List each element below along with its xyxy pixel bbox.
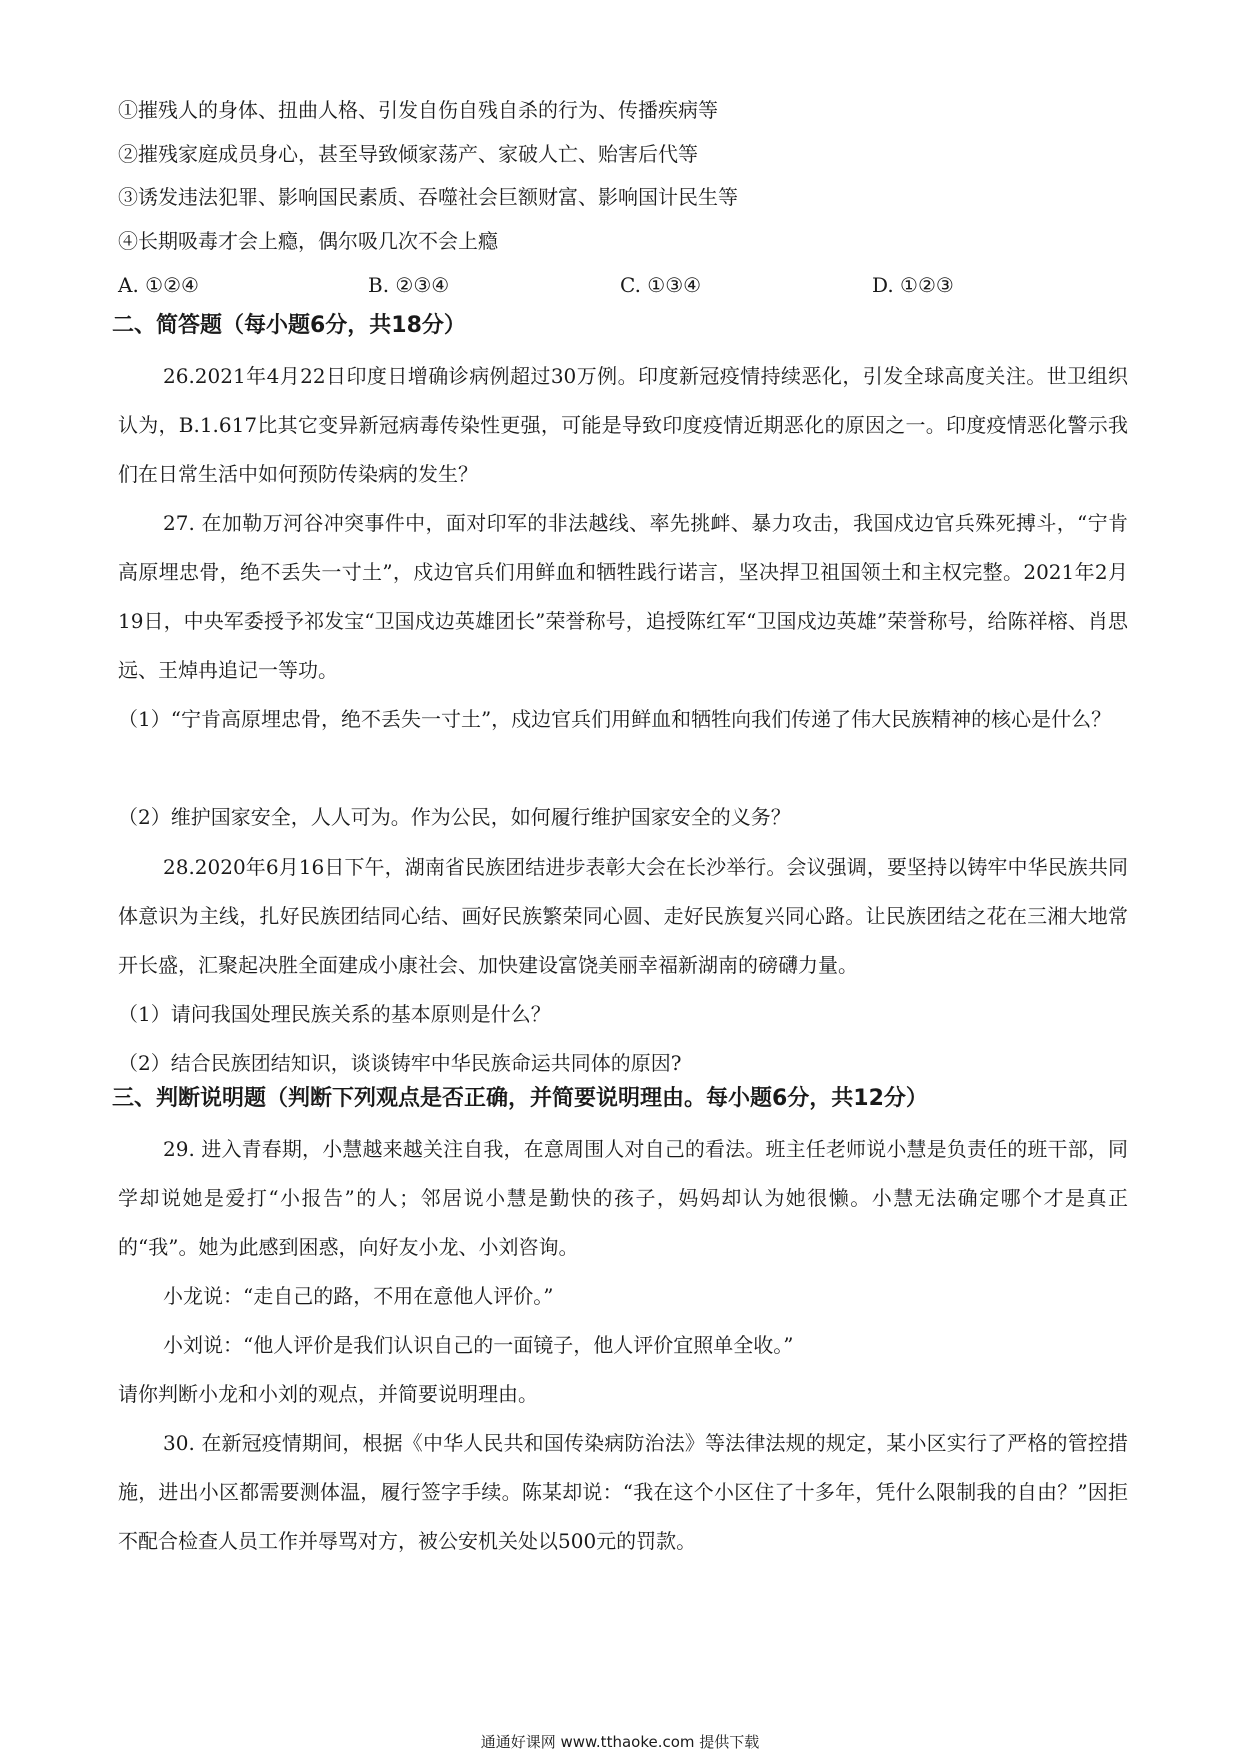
question-27-sub-2: （2）维护国家安全，人人可为。作为公民，如何履行维护国家安全的义务？	[118, 805, 791, 829]
question-28-sub-2: （2）结合民族团结知识，谈谈铸牢中华民族命运共同体的原因?	[118, 1051, 682, 1075]
question-29: 29. 进入青春期，小慧越来越关注自我，在意周围人对自己的看法。班主任老师说小慧是负责任的班干部，同学却说她是爱打“小报告”的人；邻居说小慧是勤快的孩子，妈妈却认为她很懒。小慧无法确定哪个才是真正的“我”。她为此感到困惑，向好友小龙、小刘咨询。	[118, 1137, 1128, 1259]
question-27-sub-1: （1）“宁肯高原埋忠骨，绝不丢失一寸土”，戍边官兵们用鲜血和牺牲向我们传递了伟大民族精神的核心是什么？	[118, 707, 1112, 731]
question-29-prompt: 请你判断小龙和小刘的观点，并简要说明理由。	[118, 1382, 538, 1406]
question-26: 26.2021年4月22日印度日增确诊病例超过30万例。印度新冠疫情持续恶化，引发全球高度关注。世卫组织认为，B.1.617比其它变异新冠病毒传染性更强，可能是导致印度疫情近期恶化的原因之一。印度疫情恶化警示我们在日常生活中如何预防传染病的发生？	[118, 364, 1128, 486]
section-2-heading: 二、简答题（每小题6分，共18分）	[112, 313, 466, 338]
statement-1: ①摧残人的身体、扭曲人格、引发自伤自残自杀的行为、传播疾病等	[118, 98, 718, 122]
option-c: C. ①③④	[620, 273, 702, 297]
page-footer: 通通好课网 www.tthaoke.com 提供下载	[480, 1733, 760, 1751]
question-28-sub-1: （1）请问我国处理民族关系的基本原则是什么？	[118, 1002, 551, 1026]
statement-3: ③诱发违法犯罪、影响国民素质、吞噬社会巨额财富、影响国计民生等	[118, 185, 738, 209]
option-b: B. ②③④	[368, 273, 450, 297]
question-30: 30. 在新冠疫情期间，根据《中华人民共和国传染病防治法》等法律法规的规定，某小区实行了严格的管控措施，进出小区都需要测体温，履行签字手续。陈某却说：“我在这个小区住了十多年，凭什么限制我的自由？”因拒不配合检查人员工作并辱骂对方，被公安机关处以500元的罚款。	[118, 1431, 1128, 1553]
statement-4: ④长期吸毒才会上瘾，偶尔吸几次不会上瘾	[118, 229, 498, 253]
question-28: 28.2020年6月16日下午，湖南省民族团结进步表彰大会在长沙举行。会议强调，要坚持以铸牢中华民族共同体意识为主线，扎好民族团结同心结、画好民族繁荣同心圆、走好民族复兴同心路。让民族团结之花在三湘大地常开长盛，汇聚起决胜全面建成小康社会、加快建设富饶美丽幸福新湖南的磅礴力量。	[118, 855, 1128, 977]
option-a: A. ①②④	[118, 273, 199, 297]
statement-2: ②摧残家庭成员身心，甚至导致倾家荡产、家破人亡、贻害后代等	[118, 142, 698, 166]
question-29-xiaolong: 小龙说：“走自己的路，不用在意他人评价。”	[163, 1284, 554, 1308]
section-3-heading: 三、判断说明题（判断下列观点是否正确，并简要说明理由。每小题6分，共12分）	[112, 1086, 928, 1111]
option-d: D. ①②③	[872, 273, 954, 297]
question-27: 27. 在加勒万河谷冲突事件中，面对印军的非法越线、率先挑衅、暴力攻击，我国戍边官兵殊死搏斗，“宁肯高原埋忠骨，绝不丢失一寸土”，戍边官兵们用鲜血和牺牲践行诺言，坚决捍卫祖国领土和主权完整。2021年2月19日，中央军委授予祁发宝“卫国戍边英雄团长”荣誉称号，追授陈红军“卫国戍边英雄”荣誉称号，给陈祥榕、肖思远、王焯冉追记一等功。	[118, 511, 1128, 682]
question-29-xiaoliu: 小刘说：“他人评价是我们认识自己的一面镜子，他人评价宜照单全收。”	[163, 1333, 794, 1357]
